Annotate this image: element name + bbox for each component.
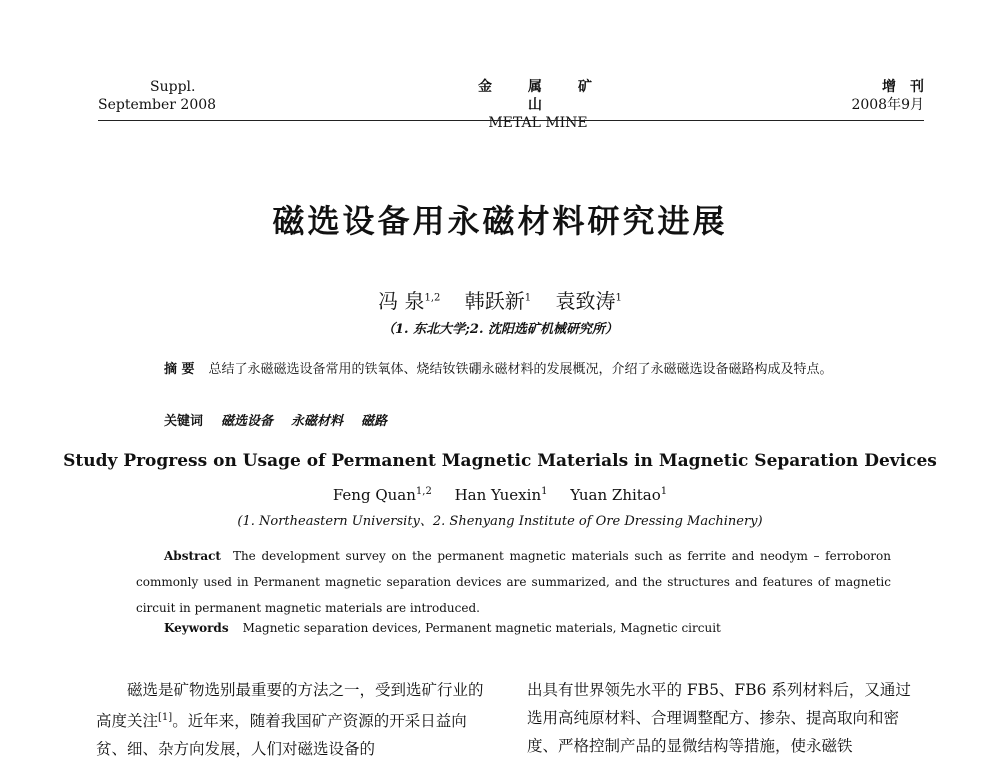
journal-name-cn: 金属矿山 — [478, 79, 628, 113]
supplement-label: Suppl. — [150, 79, 196, 95]
author-cn — [465, 289, 531, 313]
header-rule — [98, 120, 924, 121]
abstract-label-cn: 摘 要 — [164, 362, 195, 377]
affiliation-mark: 1 — [524, 292, 532, 304]
author-name: Yuan Zhitao — [570, 486, 661, 504]
journal-name-en: METAL MINE — [488, 115, 588, 131]
paper-title-en: Study Progress on Usage of Permanent Magnetic Materials in Magnetic Separation Devices — [63, 451, 937, 471]
author-name: 冯 泉 — [378, 289, 425, 313]
issue-date: September 2008 — [98, 97, 217, 113]
affiliation-en: (1. Northeastern University、2. Shenyang Institute of Ore Dressing Machinery) — [237, 514, 763, 529]
affiliation-mark: 1 — [541, 486, 548, 497]
affiliation-mark: 1 — [660, 486, 668, 497]
affiliation-cn: （1. 东北大学;2. 沈阳选矿机械研究所） — [382, 322, 618, 337]
keyword-cn: 永磁材料 — [291, 414, 344, 429]
author-cn — [378, 289, 440, 313]
author-en — [455, 486, 548, 504]
author-name: 韩跃新 — [464, 289, 525, 313]
body-column-right: 出具有世界领先水平的 FB5、FB6 系列材料后，又通过选用高纯原材料、合理调整配方、掺杂、提高取向和密度、严格控制产品的显微结构等措施，使永磁铁 — [527, 681, 911, 755]
abstract-text-en: The development survey on the permanent magnetic materials such as ferrite and neodym – ferroboron commonly used in Permanent magnetic separation devices are summarized, and the structures and features of magnetic circuit in permanent magnetic materials are introduced. — [136, 549, 891, 615]
abstract-en — [136, 543, 891, 621]
affiliation-mark: 1,2 — [424, 292, 441, 304]
author-name: Han Yuexin — [454, 486, 542, 504]
author-name: Feng Quan — [332, 486, 416, 504]
body-text: 。近年来，随着我国矿产资源的开采日益向贫、细、杂方向发展，人们对磁选设备的 — [96, 712, 467, 759]
keywords-en — [164, 621, 721, 635]
keyword-cn: 磁选设备 — [221, 414, 274, 429]
keywords-text-en: Magnetic separation devices, Permanent magnetic materials, Magnetic circuit — [242, 621, 721, 635]
author-cn — [555, 289, 621, 313]
running-header — [98, 78, 938, 131]
abstract-text-cn: 总结了永磁磁选设备常用的铁氧体、烧结钕铁硼永磁材料的发展概况，介绍了永磁磁选设备磁路构成及特点。 — [208, 362, 833, 377]
author-list-en — [0, 486, 1000, 504]
author-list-cn — [0, 285, 1000, 314]
keyword-cn: 磁路 — [361, 414, 388, 429]
author-en — [570, 486, 667, 504]
supplement-label-cn: 增刊 — [882, 79, 938, 95]
header-center — [438, 78, 638, 132]
header-left — [98, 78, 298, 114]
issue-date-cn: 2008年9月 — [851, 97, 924, 113]
keywords-label-en: Keywords — [164, 621, 229, 635]
header-right — [724, 78, 938, 114]
keywords-label-cn: 关键词 — [164, 414, 204, 429]
abstract-label-en: Abstract — [164, 549, 221, 563]
abstract-cn — [136, 357, 891, 383]
author-en — [333, 486, 432, 504]
body-column-left — [96, 676, 492, 763]
citation-ref: [1] — [158, 712, 173, 723]
body-text: 磁选是矿物选别最重要的方法之一，受到选矿行业的高度关注 — [96, 681, 484, 731]
paper-title-cn: 磁选设备用永磁材料研究进展 — [272, 202, 728, 240]
author-name: 袁致涛 — [555, 289, 616, 313]
keywords-cn — [164, 410, 405, 429]
affiliation-mark: 1,2 — [415, 486, 432, 497]
affiliation-mark: 1 — [615, 292, 622, 304]
